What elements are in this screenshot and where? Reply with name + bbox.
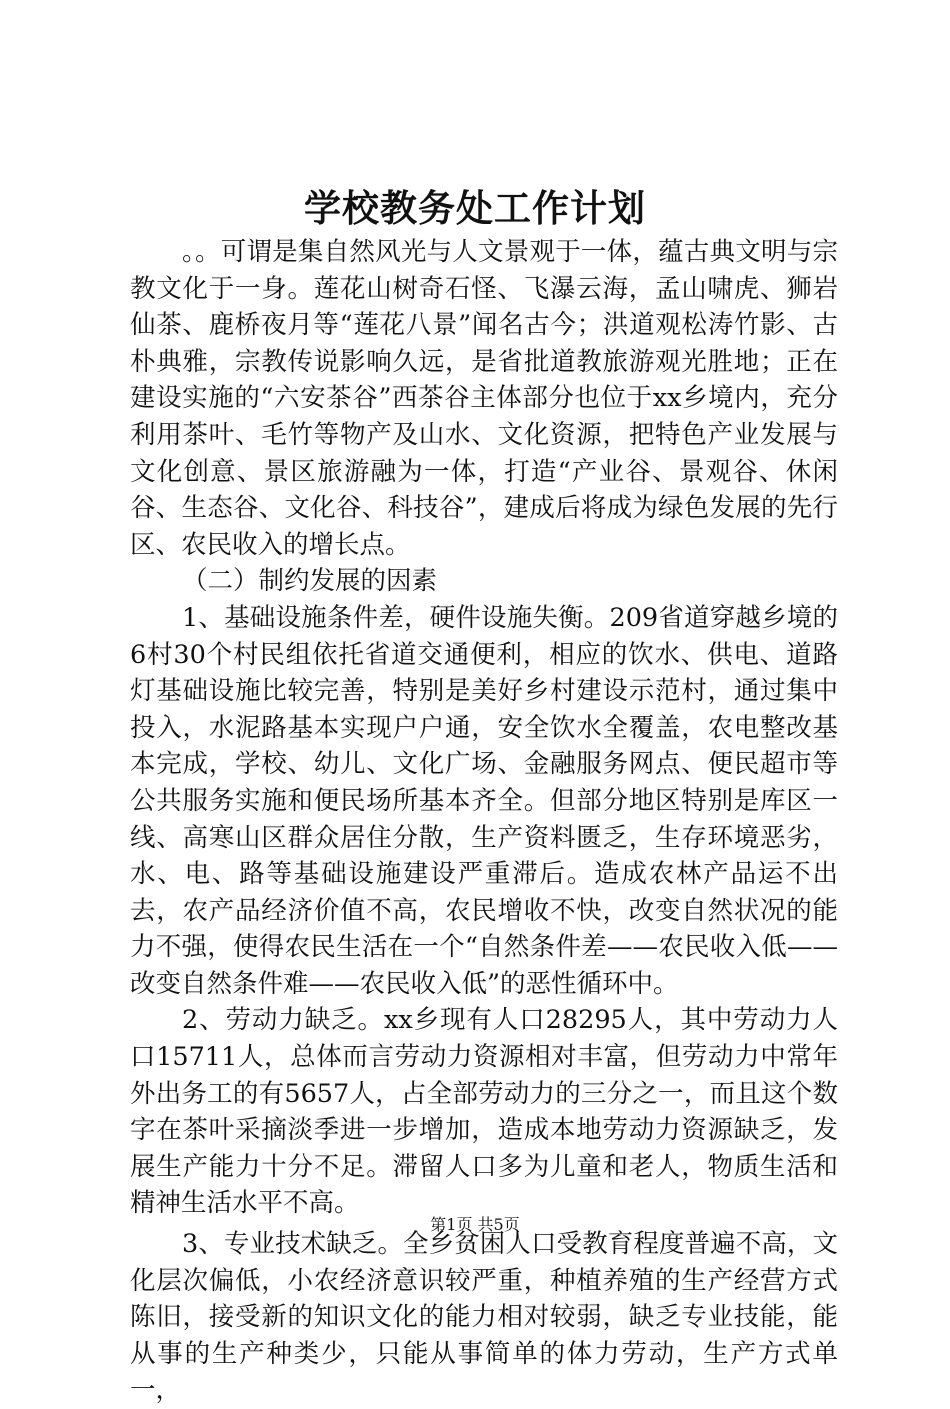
paragraph-labor: 2、劳动力缺乏。xx乡现有人口28295人，其中劳动力人口15711人，总体而言劳动力资源相对丰富，但劳动力中常年外出务工的有5657人，占全部劳动力的三分之一，而且这个数字在茶叶采摘淡季进一步增加，造成本地劳动力资源缺乏，发展生产能力十分不足。滞留人口多为儿童和老人，物质生活和精神生活水平不高。 xyxy=(130,1005,838,1219)
page-footer: 第1页 共5页 xyxy=(430,1215,520,1234)
section-heading: （二）制约发展的因素 xyxy=(182,566,438,597)
paragraph-intro: 。。可谓是集自然风光与人文景观于一体，蕴古典文明与宗教文化于一身。莲花山树奇石怪、飞瀑云海，孟山啸虎、狮岩仙茶、鹿桥夜月等“莲花八景”闻名古今；洪道观松涛竹影、古朴典雅，宗教传说影响久远，是省批道教旅游观光胜地；正在建设实施的“六安茶谷”西茶谷主体部分也位于xx乡境内，充分利用茶叶、毛竹等物产及山水、文化资源，把特色产业发展与文化创意、景区旅游融为一体，打造“产业谷、景观谷、休闲谷、生态谷、文化谷、科技谷”，建成后将成为绿色发展的先行区、农民收入的增长点。 xyxy=(130,237,838,560)
document-title: 学校教务处工作计划 xyxy=(304,186,646,230)
paragraph-skills: 3、专业技术缺乏。全乡贫困人口受教育程度普遍不高，文化层次偏低，小农经济意识较严重，种植养殖的生产经营方式陈旧，接受新的知识文化的能力相对较弱，缺乏专业技能，能从事的生产种类少，只能从事简单的体力劳动，生产方式单一， xyxy=(130,1229,838,1406)
paragraph-infrastructure: 1、基础设施条件差，硬件设施失衡。209省道穿越乡境的6村30个村民组依托省道交通便利，相应的饮水、供电、道路灯基础设施比较完善，特别是美好乡村建设示范村，通过集中投入，水泥路基本实现户户通，安全饮水全覆盖，农电整改基本完成，学校、幼儿、文化广场、金融服务网点、便民超市等公共服务实施和便民场所基本齐全。但部分地区特别是库区一线、高寒山区群众居住分散，生产资料匮乏，生存环境恶劣，水、电、路等基础设施建设严重滞后。造成农林产品运不出去，农产品经济价值不高，农民增收不快，改变自然状况的能力不强，使得农民生活在一个“自然条件差——农民收入低——改变自然条件难——农民收入低”的恶性循环中。 xyxy=(130,602,838,999)
